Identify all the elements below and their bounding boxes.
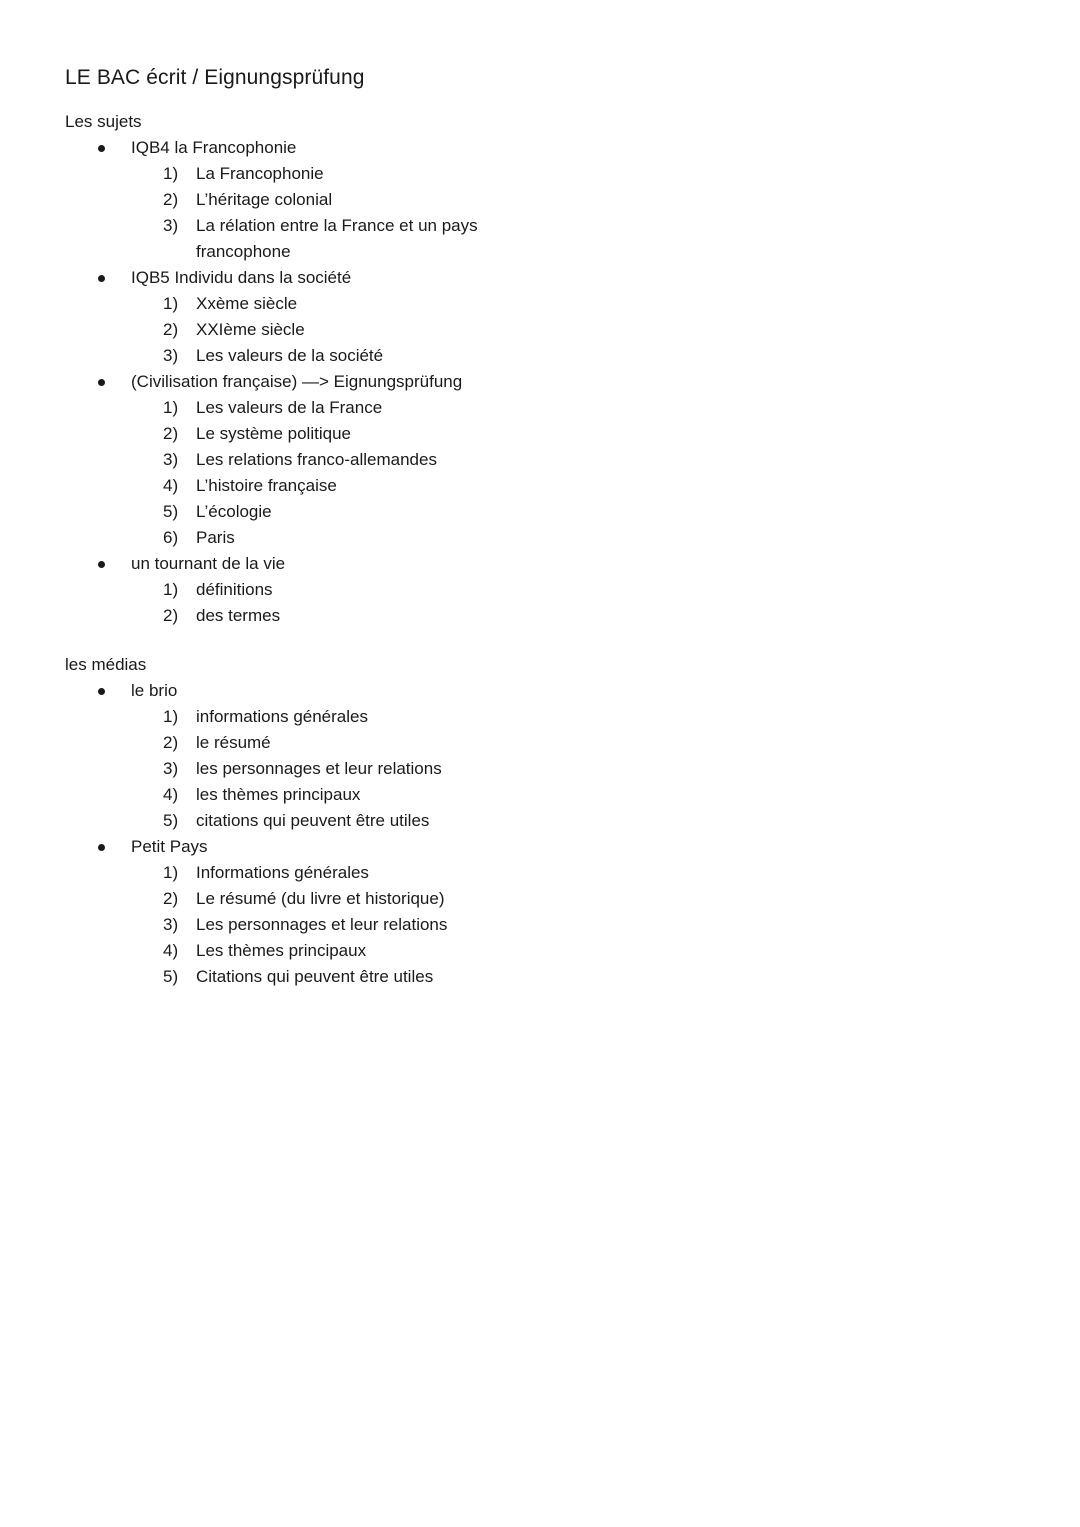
list-number: 4) — [163, 476, 179, 495]
list-item-text: Paris — [196, 528, 235, 547]
list-item-text: définitions — [196, 580, 273, 599]
list-item-text: des termes — [196, 606, 281, 625]
bullet-icon — [98, 275, 105, 282]
list-item-text: La rélation entre la France et un pays francophone — [196, 216, 478, 261]
list-item — [65, 187, 665, 213]
list-item — [65, 499, 665, 525]
list-number: 1) — [163, 164, 179, 183]
list-item-text: Le résumé (du livre et historique) — [196, 889, 445, 908]
list-item-text: Les valeurs de la France — [196, 398, 383, 417]
list-item — [65, 161, 665, 187]
list-number: 4) — [163, 941, 179, 960]
section-les-medias — [65, 652, 665, 990]
list-number: 3) — [163, 346, 179, 365]
list-item — [65, 964, 665, 990]
list-item — [65, 756, 665, 782]
list-item — [65, 525, 665, 551]
list-item-text: le résumé — [196, 733, 271, 752]
bullet-icon — [98, 844, 105, 851]
bullet-icon — [98, 379, 105, 386]
list-item — [65, 603, 665, 629]
list-item — [65, 317, 665, 343]
list-item-text: L’écologie — [196, 502, 272, 521]
bullet-label: Petit Pays — [131, 837, 208, 856]
list-number: 3) — [163, 759, 179, 778]
bullet-item-le-brio — [65, 678, 665, 834]
list-number: 2) — [163, 320, 179, 339]
list-item — [65, 213, 665, 265]
list-number: 2) — [163, 424, 179, 443]
list-item-text: Les thèmes principaux — [196, 941, 367, 960]
list-item-text: Le système politique — [196, 424, 351, 443]
list-item-text: les thèmes principaux — [196, 785, 361, 804]
list-number: 1) — [163, 863, 179, 882]
list-item — [65, 473, 665, 499]
bullet-item-iqb4 — [65, 135, 665, 265]
list-number: 1) — [163, 580, 179, 599]
list-item-text: les personnages et leur relations — [196, 759, 442, 778]
list-item-text: informations générales — [196, 707, 368, 726]
list-number: 5) — [163, 967, 179, 986]
bullet-list — [65, 135, 665, 629]
bullet-item-iqb5 — [65, 265, 665, 369]
numbered-list — [65, 704, 665, 834]
list-number: 3) — [163, 450, 179, 469]
bullet-icon — [98, 561, 105, 568]
list-item — [65, 704, 665, 730]
list-item — [65, 291, 665, 317]
section-les-sujets — [65, 109, 665, 629]
list-item — [65, 860, 665, 886]
numbered-list — [65, 860, 665, 990]
list-number: 6) — [163, 528, 179, 547]
list-number: 1) — [163, 398, 179, 417]
list-number: 2) — [163, 190, 179, 209]
bullet-item-petit-pays — [65, 834, 665, 990]
bullet-icon — [98, 688, 105, 695]
list-number: 1) — [163, 707, 179, 726]
list-item-text: L’histoire française — [196, 476, 337, 495]
list-item-text: Citations qui peuvent être utiles — [196, 967, 434, 986]
list-item — [65, 782, 665, 808]
section-heading: Les sujets — [65, 112, 142, 131]
list-item-text: Les relations franco-allemandes — [196, 450, 437, 469]
list-number: 5) — [163, 502, 179, 521]
numbered-list — [65, 577, 665, 629]
list-item-text: Les personnages et leur relations — [196, 915, 448, 934]
list-item — [65, 808, 665, 834]
list-item — [65, 421, 665, 447]
list-item-text: Les valeurs de la société — [196, 346, 384, 365]
document-title: LE BAC écrit / Eignungsprüfung — [65, 66, 365, 89]
bullet-icon — [98, 145, 105, 152]
list-number: 2) — [163, 889, 179, 908]
section-heading: les médias — [65, 655, 147, 674]
numbered-list — [65, 161, 665, 265]
list-item — [65, 577, 665, 603]
list-number: 4) — [163, 785, 179, 804]
bullet-label: IQB5 Individu dans la société — [131, 268, 352, 287]
list-item — [65, 886, 665, 912]
list-number: 2) — [163, 733, 179, 752]
bullet-label: IQB4 la Francophonie — [131, 138, 297, 157]
list-item — [65, 938, 665, 964]
list-item-text: La Francophonie — [196, 164, 324, 183]
bullet-label: un tournant de la vie — [131, 554, 286, 573]
list-item — [65, 912, 665, 938]
bullet-list — [65, 678, 665, 990]
bullet-label: (Civilisation française) —> Eignungsprüfung — [131, 372, 463, 391]
bullet-label: le brio — [131, 681, 178, 700]
list-item-text: citations qui peuvent être utiles — [196, 811, 430, 830]
bullet-item-civilisation — [65, 369, 665, 551]
list-number: 2) — [163, 606, 179, 625]
list-item — [65, 395, 665, 421]
list-item — [65, 730, 665, 756]
list-item — [65, 343, 665, 369]
list-item-text: Xxème siècle — [196, 294, 298, 313]
list-number: 3) — [163, 216, 179, 235]
numbered-list — [65, 291, 665, 369]
bullet-item-tournant — [65, 551, 665, 629]
list-item-text: L’héritage colonial — [196, 190, 333, 209]
list-item-text: XXIème siècle — [196, 320, 305, 339]
numbered-list — [65, 395, 665, 551]
list-item-text: Informations générales — [196, 863, 369, 882]
list-number: 3) — [163, 915, 179, 934]
list-item — [65, 447, 665, 473]
list-number: 1) — [163, 294, 179, 313]
list-number: 5) — [163, 811, 179, 830]
